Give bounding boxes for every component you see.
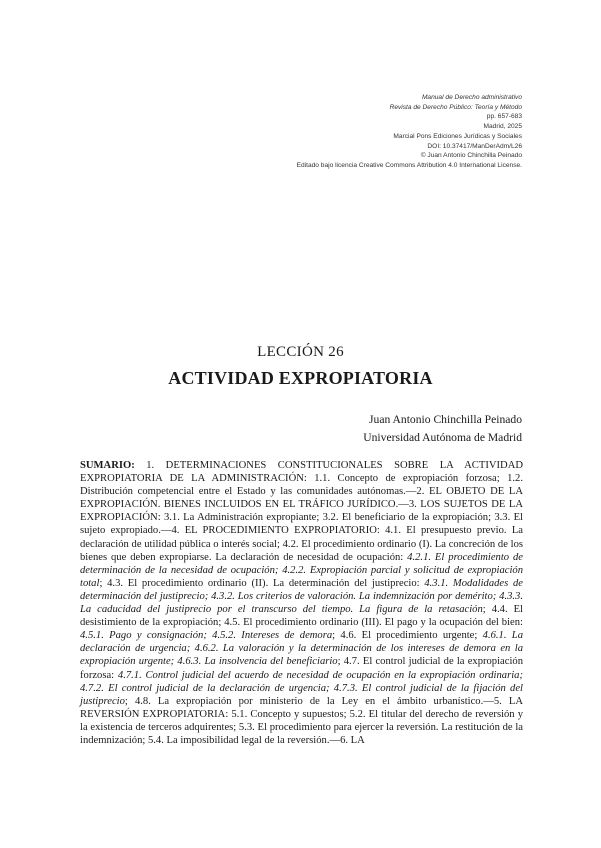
meta-copyright: © Juan Antonio Chinchilla Peinado [420, 152, 522, 160]
summary-label: SUMARIO: [80, 460, 135, 471]
author-name: Juan Antonio Chinchilla Peinado [369, 413, 522, 426]
summary-italic: 4.7.1. Control judicial del acuerdo de necesidad de ocupación en la expropiación ordinaria; 4.7.2. El control judicial de la declaración de urgencia; 4.7.3. El control judicial de la fijación del justiprecio [80, 669, 523, 707]
author-block [363, 411, 522, 447]
publication-metadata [297, 93, 522, 171]
meta-place-year: Madrid, 2025 [483, 123, 522, 131]
summary-text: 1. DETERMINACIONES CONSTITUCIONALES SOBRE LA ACTIVIDAD EXPROPIATORIA DE LA ADMINISTRACIÓN: 1.1. Concepto de expropiación forzosa; 1.2. Distribución competencial entre el Estado y las comunidades autónomas.—2. EL OBJETO DE LA EXPROPIACIÓN. BIENES INCLUIDOS EN EL TRÁFICO JURÍDICO.—3. LOS SUJETOS DE LA EXPROPIACIÓN: 3.1. La Administración expropiante; 3.2. El beneficiario de la expropiación; 3.3. El sujeto expropiado.—4. EL PROCEDIMIENTO EXPROPIATORIO: 4.1. El presupuesto previo. La declaración de utilidad pública o interés social; 4.2. El procedimiento ordinario (I). La concreción de los bienes que deben expropiarse. La declaración de necesidad de ocupación: [80, 460, 523, 563]
meta-book-title: Manual de Derecho administrativo [421, 94, 522, 101]
meta-doi: DOI: 10.37417/ManDerAdm/L26 [427, 142, 522, 150]
meta-pages: pp. 657-683 [486, 113, 522, 121]
meta-publisher: Marcial Pons Ediciones Jurídicas y Sociales [393, 132, 522, 140]
author-affiliation: Universidad Autónoma de Madrid [363, 431, 522, 444]
meta-journal: Revista de Derecho Público: Teoría y Método [389, 103, 522, 111]
meta-license: Editado bajo licencia Creative Commons Attribution 4.0 International License. [296, 161, 522, 169]
lesson-number: LECCIÓN 26 [257, 344, 344, 360]
lesson-title: ACTIVIDAD EXPROPIATORIA [168, 368, 433, 388]
summary-italic: 4.2.1. El procedimiento de determinación de la necesidad de ocupación; 4.2.2. Expropiación parcial y solicitud de expropiación total [80, 551, 523, 589]
summary-italic: 4.3.1. Modalidades de determinación del justiprecio; 4.3.2. Los criterios de valoración. La indemnización por demérito; 4.3.3. La caducidad del justiprecio por el transcurso del tiempo. La figura de la retasación [80, 577, 523, 616]
summary-text: ; 4.6. El procedimiento urgente; [332, 630, 483, 642]
summary-paragraph [80, 459, 523, 747]
summary-text: ; 4.3. El procedimiento ordinario (II). La determinación del justiprecio: [99, 577, 425, 589]
summary-text: ; 4.4. El desistimiento de la expropiación; 4.5. El procedimiento ordinario (III). El pago y la ocupación del bien: [80, 604, 524, 629]
summary-italic: 4.6.1. La declaración de urgencia; 4.6.2. La valoración y la determinación de los intereses de demora en la expropiación urgente; 4.6.3. La insolvencia del beneficiario [80, 630, 523, 668]
summary-text: ; 4.8. La expropiación por ministerio de la Ley en el ámbito urbanístico.—5. LA REVERSIÓN EXPROPIATORIA: 5.1. Concepto y supuestos; 5.2. El titular del derecho de reversión y la existencia de terceros adquirentes; 5.3. El procedimiento para ejercer la reversión. La restitución de la indemnización; 5.4. La imposibilidad legal de la reversión.—6. LA [80, 695, 523, 746]
summary-italic: 4.5.1. Pago y consignación; 4.5.2. Intereses de demora [80, 630, 333, 642]
summary-text: ; 4.7. El control judicial de la expropiación forzosa: [80, 656, 523, 681]
